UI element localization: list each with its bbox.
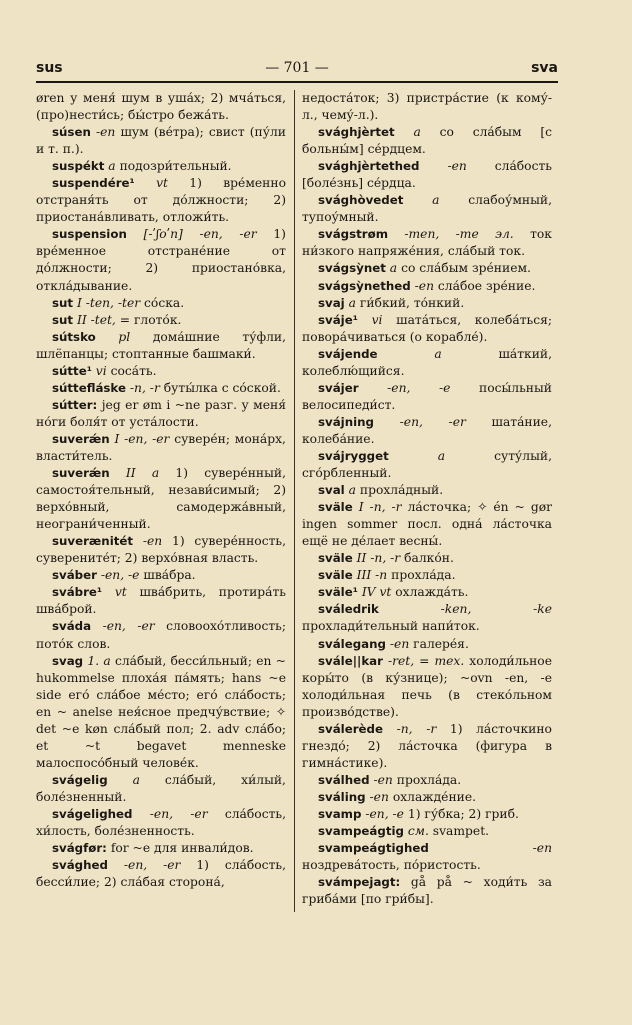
entry-definition: галере́я. — [413, 636, 469, 651]
dictionary-entry — [302, 806, 552, 823]
dictionary-entry — [36, 158, 286, 175]
entry-definition: слабоу́мный, тупоу́мный. — [302, 193, 552, 225]
dictionary-entry — [302, 278, 552, 295]
entry-grammar: -en, -e — [387, 380, 451, 395]
entry-headword: svag — [52, 653, 84, 668]
dictionary-entry — [302, 721, 552, 772]
entry-headword: suspékt — [52, 159, 105, 174]
dictionary-entry — [302, 90, 552, 124]
entry-definition: шата́ться, колеба́ться; повора́чиваться (о корабле́). — [302, 312, 552, 344]
entry-grammar: -en — [389, 636, 410, 651]
entry-headword: svághjèrtet — [318, 125, 395, 140]
entry-grammar: -ken, -ke — [440, 602, 552, 617]
entry-grammar: vt — [114, 585, 127, 600]
entry-headword: sútsko — [52, 329, 96, 344]
entry-headword: svághòvedet — [318, 193, 404, 208]
entry-definition: сла́бость [боле́знь] се́рдца. — [302, 159, 552, 191]
dictionary-entry — [36, 618, 286, 652]
entry-definition: шва́бра. — [143, 568, 196, 583]
entry-headword: svájrygget — [318, 448, 389, 463]
dictionary-entry — [36, 295, 286, 312]
dictionary-entry — [302, 874, 552, 908]
entry-definition: 1) ла́сточкино гнездо́; 2) ла́сточка (фигура в гимна́стике). — [302, 721, 552, 770]
entry-grammar: -en — [447, 159, 467, 174]
dictionary-entry — [302, 653, 552, 721]
entry-headword: sútter: — [52, 397, 98, 412]
entry-definition: шата́ние, колеба́ние. — [302, 414, 552, 446]
entry-definition: ток ни́зкого напряже́ния, сла́бый ток. — [302, 227, 552, 259]
entry-definition: ша́ткий, колеблю́щийся. — [302, 346, 552, 378]
entry-headword: suspension — [52, 227, 127, 242]
entry-definition: балко́н. — [404, 551, 454, 566]
entry-definition: ги́бкий, то́нкий. — [359, 295, 465, 310]
dictionary-entry — [302, 584, 552, 601]
entry-headword: sváje¹ — [318, 312, 358, 327]
entry-definition: jeg er øm i ~ne разг. у меня́ но́ги боля́т от уста́лости. — [36, 397, 286, 429]
entry-definition: сувере́н; мона́рх, власти́тель. — [36, 431, 286, 463]
entry-headword: sútte¹ — [52, 363, 92, 378]
entry-definition: ноздрева́тость, по́ристость. — [302, 858, 481, 873]
entry-definition: 1) сувере́нный, самостоя́тельный, незави́симый; 2) верхо́вный, самодержа́вный, неограни́ченный. — [36, 466, 286, 532]
entry-headword: svágstrøm — [318, 227, 388, 242]
dictionary-entry — [36, 840, 286, 857]
entry-grammar: I -ten, -ter — [76, 295, 141, 310]
entry-grammar: -en, -er — [149, 806, 208, 821]
dictionary-entry — [302, 226, 552, 260]
dictionary-entry — [302, 448, 552, 482]
entry-headword: svále||kar — [318, 653, 383, 668]
dictionary-entry — [302, 380, 552, 414]
dictionary-entry — [302, 567, 552, 584]
entry-grammar: vi — [95, 363, 107, 378]
entry-definition: подозри́тельный. — [119, 159, 232, 174]
entry-grammar: II -n, -r — [356, 551, 401, 566]
entry-grammar: a — [108, 159, 116, 174]
entry-definition: прохлади́тельный напи́ток. — [302, 619, 480, 634]
entry-definition: недоста́ток; 3) пристра́стие (к кому́-л., чему́-л.). — [302, 91, 552, 123]
dictionary-entry — [302, 260, 552, 277]
entry-grammar: II a — [125, 466, 160, 481]
dictionary-entry — [302, 312, 552, 346]
dictionary-entry — [302, 636, 552, 653]
entry-definition: прохла́да. — [396, 772, 462, 787]
entry-grammar: a — [434, 346, 442, 361]
entry-headword: svágsỳnethed — [318, 278, 411, 293]
dictionary-entry — [36, 175, 286, 226]
entry-headword: svampeágtig — [318, 824, 404, 839]
entry-definition: сла́бое зре́ние. — [437, 278, 536, 293]
entry-headword: sváling — [318, 789, 366, 804]
dictionary-entry — [302, 772, 552, 789]
entry-headword: sválerède — [318, 721, 383, 736]
dictionary-entry — [302, 346, 552, 380]
entry-headword: sväle¹ — [318, 585, 358, 600]
dictionary-entry — [36, 533, 286, 567]
entry-headword: svájning — [318, 414, 375, 429]
entry-headword: sut — [52, 312, 74, 327]
entry-grammar: 1. a — [87, 653, 111, 668]
entry-definition: холоди́льное коры́то (в ку́знице); ~ovn -en, -e холоди́льная печь (в стеко́льном произво́дстве). — [302, 653, 552, 719]
entry-headword: svágsỳnet — [318, 261, 386, 276]
entry-headword: svájer — [318, 380, 359, 395]
dictionary-entry — [302, 823, 552, 840]
entry-grammar: -ret, = тех. — [387, 653, 465, 668]
entry-headword: suverǽn — [52, 466, 110, 481]
dictionary-entry — [36, 124, 286, 158]
entry-grammar: I -n, -r — [358, 500, 402, 515]
dictionary-entry — [36, 380, 286, 397]
entry-grammar: -en, -er — [102, 619, 155, 634]
entry-definition: буты́лка с со́ской. — [163, 380, 281, 395]
entry-grammar: II -tet, = — [76, 312, 131, 327]
dictionary-entry — [36, 431, 286, 465]
dictionary-entry — [36, 90, 286, 124]
entry-definition: со́ска. — [144, 295, 185, 310]
entry-headword: svaj — [318, 295, 345, 310]
header-left-guideword: sus — [36, 60, 63, 76]
dictionary-entry — [302, 789, 552, 806]
entry-grammar: vi — [371, 312, 383, 327]
dictionary-entry — [36, 312, 286, 329]
dictionary-entry — [36, 806, 286, 840]
entry-definition: 1) вре́менное отстране́ние от до́лжности; 2) приостано́вка, откла́дывание. — [36, 227, 286, 293]
entry-headword: sválhed — [318, 772, 370, 787]
entry-grammar: I -en, -er — [114, 431, 170, 446]
dictionary-entry — [302, 840, 552, 874]
dictionary-entry — [302, 124, 552, 158]
entry-definition: 1) сувере́нность, суверените́т; 2) верхо́вная власть. — [36, 534, 286, 566]
entry-headword: suverænitét — [52, 534, 134, 549]
entry-grammar: -en, -er — [399, 414, 466, 429]
entry-headword: súttefláske — [52, 380, 126, 395]
entry-headword: svámpejagt: — [318, 875, 401, 890]
page-number: — 701 — — [265, 60, 329, 76]
entry-definition: прохла́да. — [391, 568, 456, 583]
entry-definition: суту́лый, сго́рбленный. — [302, 448, 552, 481]
entry-headword: svájende — [318, 346, 378, 361]
dictionary-entry — [36, 772, 286, 806]
entry-headword: suspendére¹ — [52, 176, 135, 191]
entry-headword: sválegang — [318, 636, 386, 651]
dictionary-entry — [36, 857, 286, 891]
entry-headword: svágfør: — [52, 841, 107, 856]
entry-definition: svampet. — [432, 824, 490, 839]
column-divider — [294, 90, 295, 912]
entry-definition: øren у меня́ шум в уша́х; 2) мча́ться, (про)нести́сь; бы́стро бежа́ть. — [36, 91, 286, 123]
header-rule — [36, 81, 558, 83]
entry-grammar: -en — [532, 841, 552, 856]
entry-grammar: -en — [95, 125, 116, 140]
entry-grammar: -en — [414, 278, 434, 293]
dictionary-entry — [302, 499, 552, 550]
entry-grammar: -en, -e — [100, 568, 140, 583]
entry-definition: глото́к. — [133, 312, 182, 327]
entry-headword: sväle — [318, 551, 353, 566]
entry-grammar: -n, -r — [396, 721, 437, 736]
entry-grammar: [-ʹʃoʹn] -en, -er — [143, 227, 257, 242]
entry-definition: 1) вре́менно отстраня́ть от до́лжности; 2) приостана́вливать, отложи́ть. — [36, 176, 286, 225]
entry-grammar: IV vt — [361, 585, 392, 600]
dictionary-entry — [302, 295, 552, 312]
entry-grammar: pl — [118, 329, 131, 344]
entry-definition: gå på ~ ходи́ть за гриба́ми [по гри́бы]. — [302, 875, 552, 907]
entry-grammar: -men, -me эл. — [404, 227, 514, 242]
entry-definition: со сла́бым [с больны́м] се́рдцем. — [302, 125, 552, 157]
dictionary-entry — [302, 414, 552, 448]
entry-headword: súsen — [52, 125, 91, 140]
entry-definition: соса́ть. — [110, 363, 157, 378]
entry-headword: svamp — [318, 806, 362, 821]
dictionary-entry — [36, 653, 286, 772]
entry-headword: svágelighed — [52, 806, 133, 821]
entry-grammar: -en — [373, 772, 393, 787]
entry-definition: ла́сточка; ✧ én ~ gør ingen sommer посл. одна́ ла́сточка ещё не де́лает весны́. — [302, 500, 553, 549]
entry-grammar: a — [348, 483, 356, 498]
entry-definition: словоохо́тливость; пото́к слов. — [36, 619, 286, 651]
entry-definition: 1) гу́бка; 2) гриб. — [407, 806, 519, 821]
entry-definition: сла́бый, бесси́льный; en ~ hukommelse плоха́я па́мять; hans ~e side его́ сла́бое ме́сто; его́ сла́бость; en ~ anelse нея́сное предчу́вствие; ✧ det ~e køn сла́бый пол; 2. adv сла́бо; et ~t begavet menneske малоспосо́бный челове́к. — [36, 653, 286, 770]
entry-definition: охлажда́ть. — [395, 585, 469, 600]
dictionary-entry — [36, 226, 286, 294]
entry-grammar: см. — [407, 824, 429, 839]
dictionary-entry — [36, 465, 286, 533]
entry-grammar: -en — [369, 789, 389, 804]
entry-grammar: a — [348, 295, 356, 310]
dictionary-entry — [302, 601, 552, 635]
dictionary-entry — [302, 550, 552, 567]
entry-grammar: -en, -er — [123, 858, 181, 873]
entry-headword: sváda — [52, 619, 92, 634]
entry-grammar: a — [432, 193, 440, 208]
entry-definition: шум (ве́тра); свист (пу́ли и т. п.). — [36, 125, 286, 157]
entry-headword: sväle — [318, 500, 353, 515]
page-header — [36, 60, 558, 80]
entry-headword: sváber — [52, 568, 97, 583]
right-column — [302, 90, 552, 908]
entry-headword: svághed — [52, 858, 108, 873]
entry-headword: svábre¹ — [52, 585, 103, 600]
entry-grammar: III -n — [356, 568, 388, 583]
entry-grammar: vt — [156, 176, 168, 191]
entry-definition: посы́льный велосипеди́ст. — [302, 380, 552, 412]
entry-headword: svampeágtighed — [318, 841, 429, 856]
entry-headword: sval — [318, 483, 345, 498]
entry-definition: охлажде́ние. — [392, 789, 477, 804]
entry-headword: sut — [52, 295, 74, 310]
dictionary-entry — [302, 158, 552, 192]
entry-definition: 1) сла́бость, бесси́лие; 2) сла́бая сторона́, — [36, 858, 286, 890]
entry-definition: со сла́бым зре́нием. — [401, 261, 531, 276]
header-right-guideword: sva — [531, 60, 558, 76]
dictionary-entry — [36, 567, 286, 584]
dictionary-entry — [36, 397, 286, 431]
entry-headword: suverǽn — [52, 431, 110, 446]
entry-grammar: a — [389, 261, 398, 276]
entry-headword: sväle — [318, 568, 353, 583]
entry-definition: шва́брить, протира́ть шва́брой. — [36, 585, 286, 617]
entry-definition: for ~e для инвали́дов. — [110, 841, 254, 856]
entry-definition: сла́бый, хи́лый, боле́зненный. — [36, 772, 286, 804]
entry-grammar: a — [413, 125, 421, 140]
entry-grammar: a — [132, 772, 140, 787]
dictionary-entry — [36, 329, 286, 363]
dictionary-entry — [302, 482, 552, 499]
dictionary-entry — [302, 192, 552, 226]
entry-headword: sváledrik — [318, 602, 379, 617]
entry-grammar: -en, -e — [365, 806, 404, 821]
entry-grammar: -n, -r — [129, 380, 160, 395]
entry-headword: svághjèrtethed — [318, 159, 420, 174]
entry-definition: прохла́дный. — [359, 483, 444, 498]
entry-headword: svágelig — [52, 772, 108, 787]
left-column — [36, 90, 286, 891]
entry-grammar: a — [437, 448, 446, 463]
dictionary-entry — [36, 584, 286, 618]
dictionary-entry — [36, 363, 286, 380]
entry-definition: сла́бость, хи́лость, боле́зненность. — [36, 806, 286, 839]
entry-definition: дома́шние ту́фли, шлёпанцы; стоптанные башмаки́. — [36, 329, 286, 361]
entry-grammar: -en — [142, 534, 163, 549]
